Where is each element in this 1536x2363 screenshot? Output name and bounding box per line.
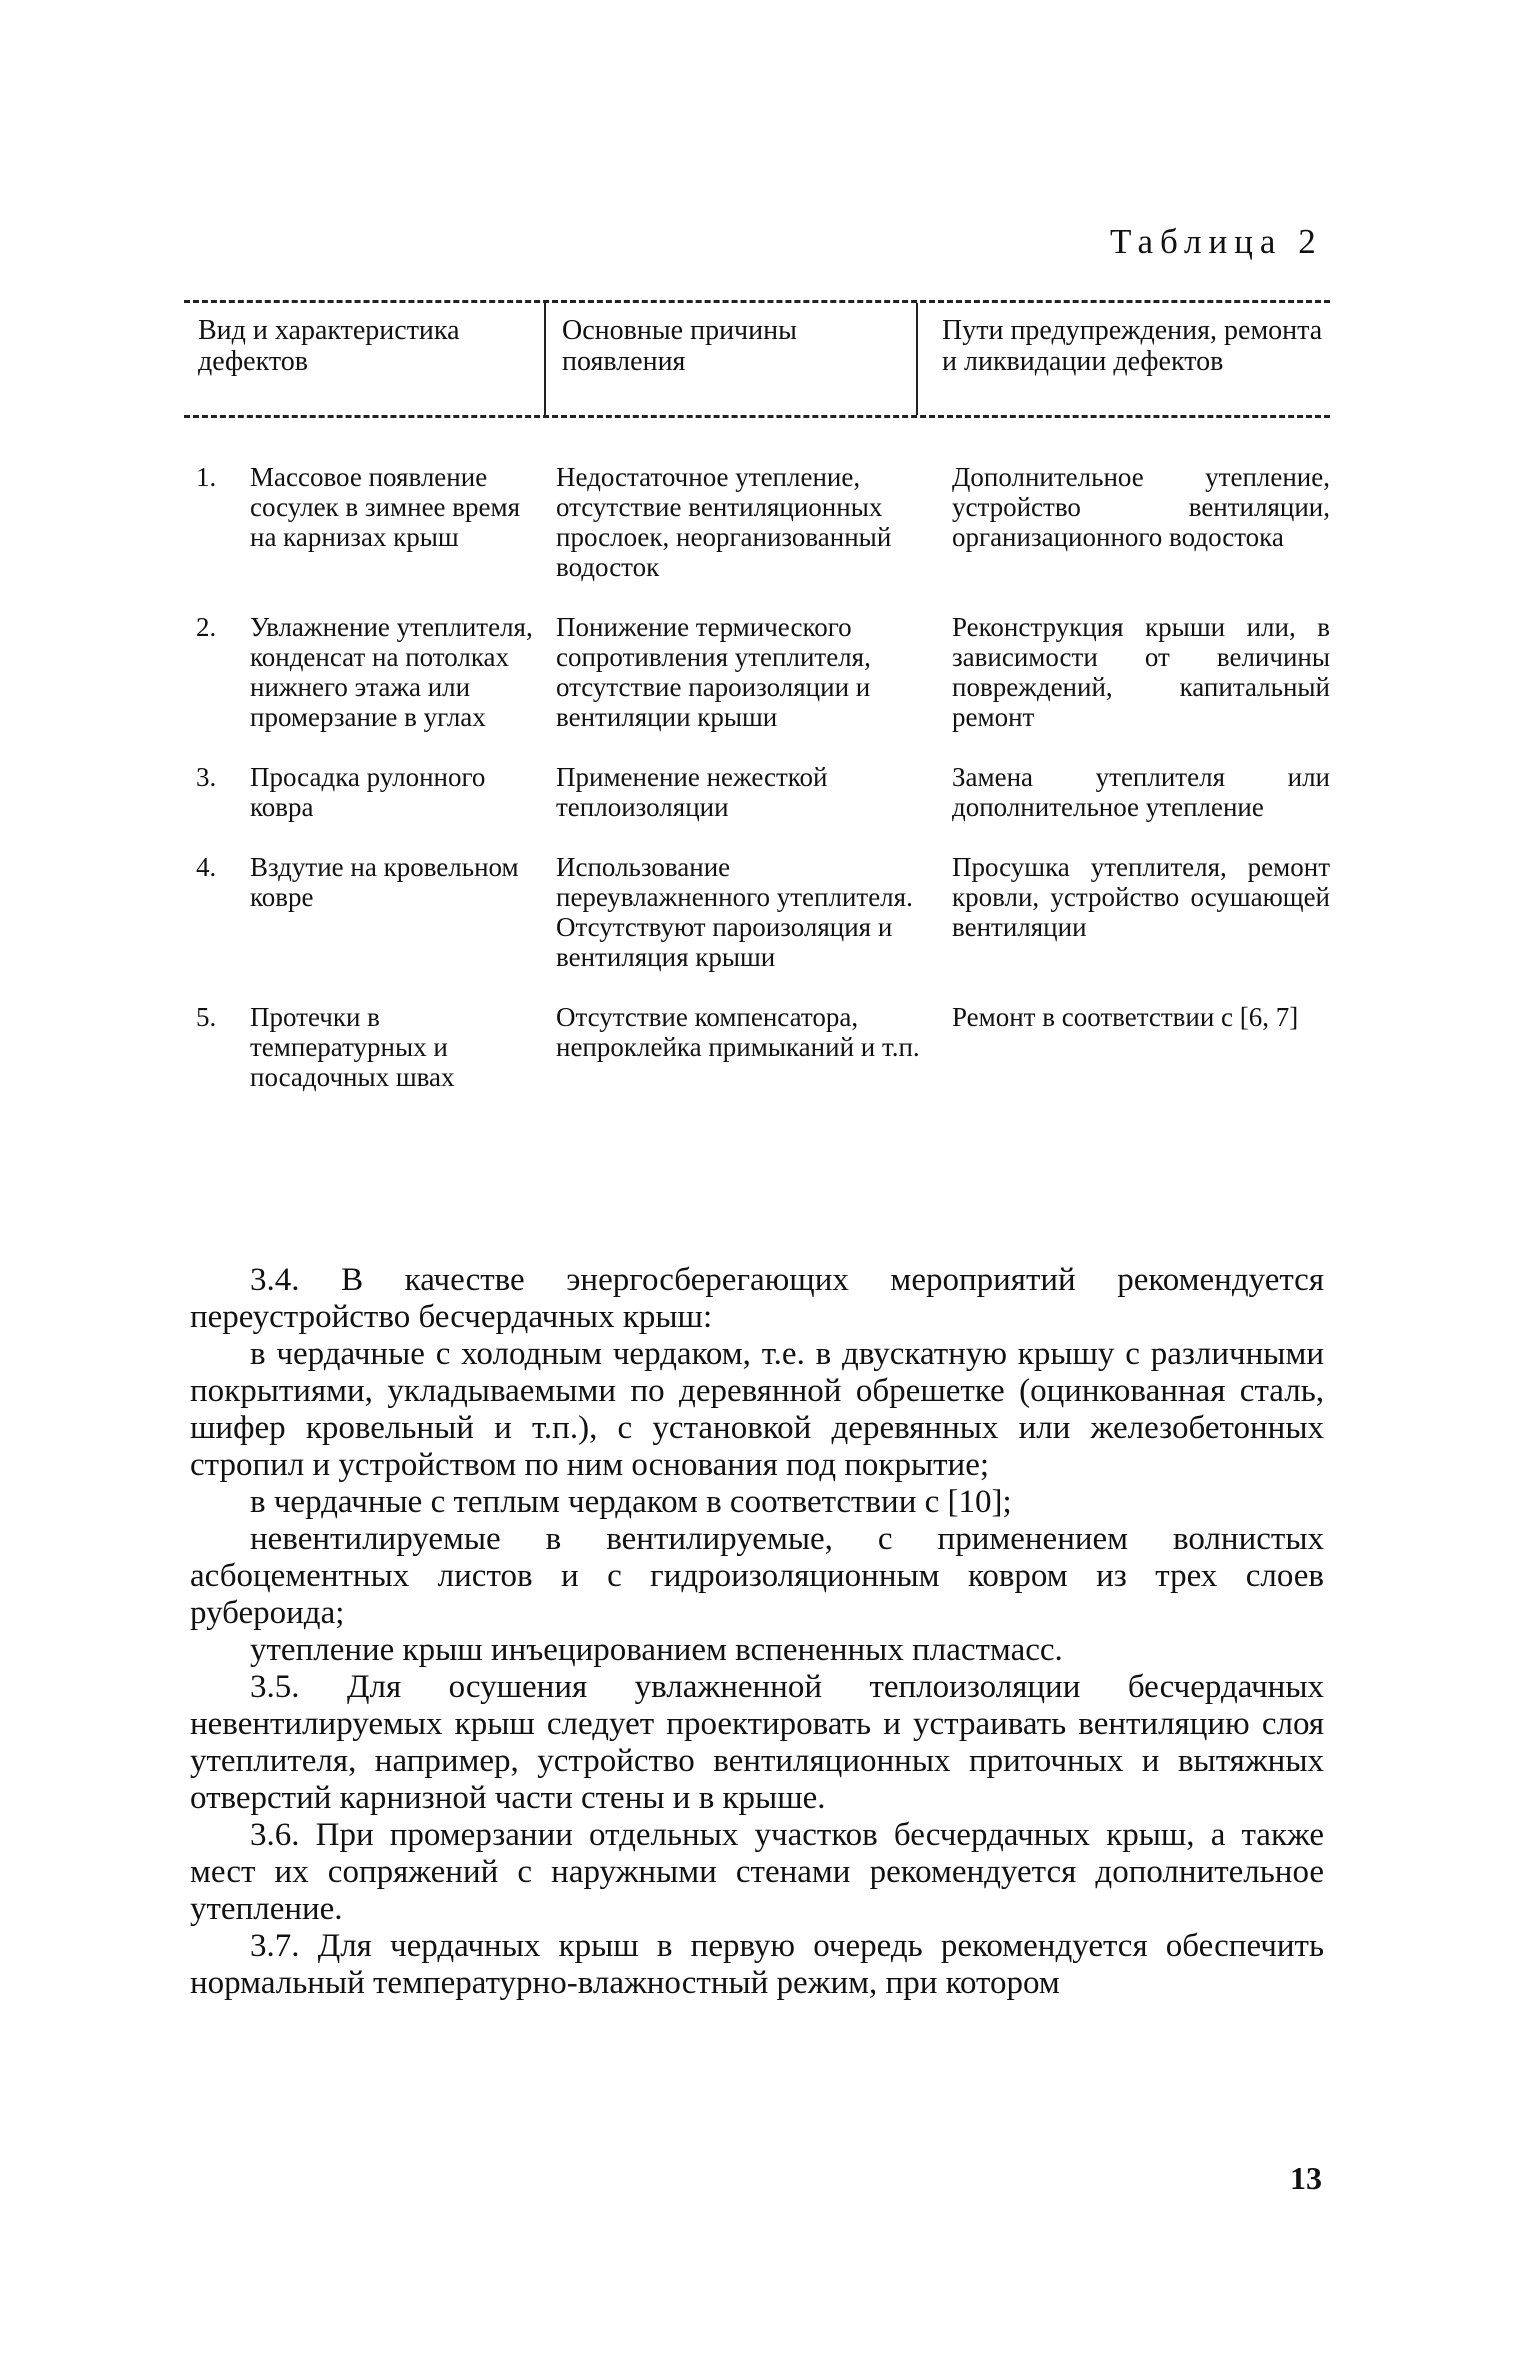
row-remedy: Замена утеплителя или дополнительное утепление (952, 762, 1330, 822)
row-remedy: Дополнительное утепление, устройство вентиляции, организационного водостока (952, 462, 1330, 552)
defects-table (184, 300, 1330, 1092)
table-row (184, 1002, 1330, 1092)
page-number: 13 (1290, 2160, 1322, 2196)
paragraph: 3.6. При промерзании отдельных участков бесчердачных крыш, а также мест их сопряжений с наружными стенами рекомендуется дополнительное утепление. (190, 1817, 1324, 1927)
header-remedies: Пути предупреждения, ремонта и ликвидации дефектов (916, 303, 1330, 415)
row-cause: Отсутствие компенсатора, непроклейка примыканий и т.п. (556, 1002, 920, 1062)
header-defect-type: Вид и характеристика дефектов (198, 315, 460, 377)
table-row (184, 612, 1330, 732)
paragraph: в чердачные с теплым чердаком в соответствии с [10]; (250, 1484, 1012, 1520)
row-remedy: Реконструкция крыши или, в зависимости от величины повреждений, капитальный ремонт (952, 612, 1330, 732)
row-remedy: Просушка утеплителя, ремонт кровли, устройство осушающей вентиляции (952, 852, 1330, 942)
row-cause: Применение нежесткой теплоизоляции (556, 762, 828, 822)
row-defect: Просадка рулонного ковра (250, 762, 486, 822)
table-header (184, 303, 1330, 415)
row-remedy: Ремонт в соответствии с [6, 7] (952, 1002, 1299, 1032)
row-number: 1. (196, 462, 217, 492)
row-number: 4. (196, 852, 217, 882)
row-cause: Понижение термического сопротивления утеплителя, отсутствие пароизоляции и вентиляции крыши (556, 612, 871, 732)
row-cause: Использование переувлажненного утеплителя. Отсутствуют пароизоляция и вентиляция крыши (556, 852, 913, 972)
row-defect: Протечки в температурных и посадочных швах (250, 1002, 455, 1092)
table-caption: Таблица 2 (1110, 222, 1323, 261)
body-text (190, 1262, 1324, 2002)
row-defect: Массовое появление сосулек в зимнее время на карнизах крыш (250, 462, 521, 552)
header-causes: Основные причины появления (544, 303, 916, 415)
table-row (184, 762, 1330, 822)
paragraph: 3.4. В качестве энергосберегающих мероприятий рекомендуется переустройство бесчердачных крыш: (190, 1262, 1324, 1335)
row-cause: Недостаточное утепление, отсутствие вентиляционных прослоек, неорганизованный водосток (556, 462, 892, 582)
paragraph: 3.5. Для осушения увлажненной теплоизоляции бесчердачных невентилируемых крыш следует проектировать и устраивать вентиляцию слоя утеплителя, например, устройство вентиляционных приточных и вытяжных отверстий карнизной части стены и в крыше. (190, 1669, 1324, 1816)
row-defect: Вздутие на кровельном ковре (250, 852, 519, 912)
row-number: 3. (196, 762, 217, 792)
table-header-rule (184, 415, 1330, 418)
paragraph: утепление крыш инъецированием вспененных пластмасс. (250, 1632, 1063, 1668)
row-number: 5. (196, 1002, 217, 1032)
paragraph: 3.7. Для чердачных крыш в первую очередь рекомендуется обеспечить нормальный температурно-влажностный режим, при котором (190, 1928, 1324, 2001)
row-defect: Увлажнение утеплителя, конденсат на потолках нижнего этажа или промерзание в углах (250, 612, 533, 732)
paragraph: в чердачные с холодным чердаком, т.е. в двускатную крышу с различными покрытиями, укладываемыми по деревянной обрешетке (оцинкованная сталь, шифер кровельный и т.п.), с установкой деревянных или железобетонных стропил и устройством по ним основания под покрытие; (190, 1336, 1324, 1483)
paragraph: невентилируемые в вентилируемые, с применением волнистых асбоцементных листов и с гидроизоляционным ковром из трех слоев рубероида; (190, 1521, 1324, 1631)
row-number: 2. (196, 612, 217, 642)
table-row (184, 852, 1330, 972)
table-row (184, 462, 1330, 582)
